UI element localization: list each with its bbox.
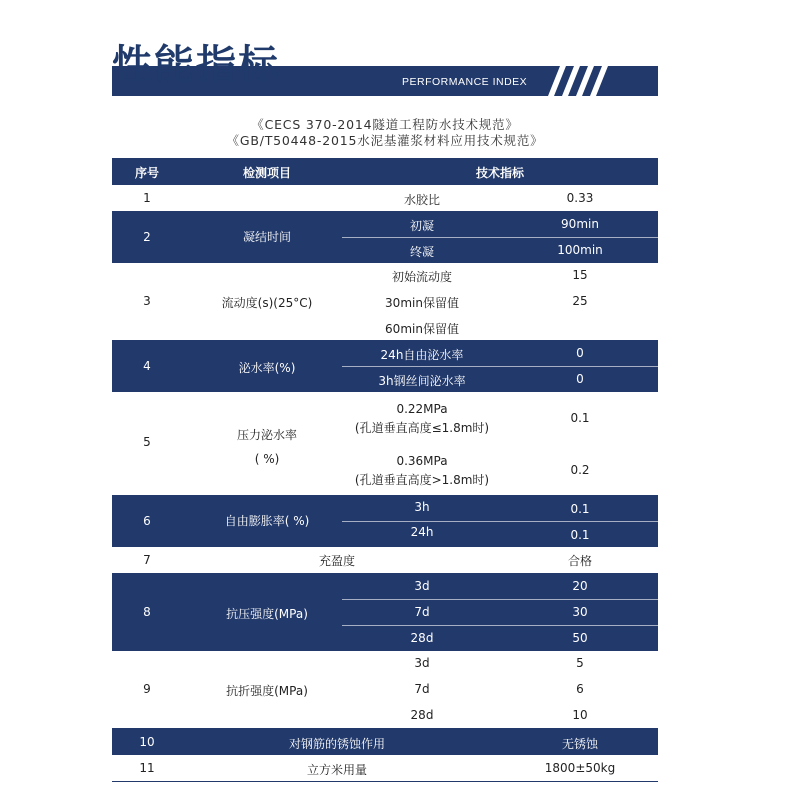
- table-row: [112, 574, 658, 651]
- table-cell: 5: [143, 435, 151, 449]
- table-row: [112, 755, 658, 782]
- table-cell: 3d: [414, 656, 430, 670]
- table-cell: 抗折强度(MPa): [226, 684, 308, 698]
- table-cell: 初凝: [409, 219, 434, 233]
- table-cell: 0.1: [570, 528, 590, 542]
- slash-decoration-icon: [540, 66, 660, 96]
- table-cell: 水胶比: [403, 193, 440, 207]
- table-cell: 立方米用量: [306, 763, 367, 777]
- table-cell: 合格: [567, 554, 592, 568]
- table-cell: 20: [572, 579, 588, 593]
- table-cell: 对钢筋的锈蚀作用: [288, 737, 385, 751]
- table-cell: 充盈度: [318, 554, 355, 568]
- standard-reference-2: 《GB/T50448-2015水泥基灌浆材料应用技术规范》: [226, 133, 544, 148]
- table-cell: 初始流动度: [391, 270, 452, 284]
- table-cell: 抗压强度(MPa): [226, 607, 308, 621]
- table-cell: 0.2: [570, 463, 590, 477]
- table-cell: 终凝: [409, 245, 434, 259]
- table-cell: 10: [139, 735, 155, 749]
- table-cell: 7d: [414, 682, 430, 696]
- table-header: [112, 158, 658, 185]
- table-cell: 28d: [410, 631, 434, 645]
- table-cell: 压力泌水率: [236, 428, 297, 442]
- table-cell: (孔道垂直高度>1.8m时): [354, 473, 490, 487]
- table-cell: 90min: [561, 217, 599, 231]
- table-row: [112, 392, 658, 496]
- table-cell: 2: [143, 230, 151, 244]
- page-subtitle: PERFORMANCE INDEX: [402, 76, 528, 88]
- table-cell: 0: [576, 346, 584, 360]
- table-cell: 4: [143, 359, 151, 373]
- table-cell: (孔道垂直高度≤1.8m时): [354, 421, 490, 435]
- table-cell: 3h钢丝间泌水率: [378, 374, 466, 388]
- table-row: [112, 212, 658, 263]
- table-cell: 7d: [414, 605, 430, 619]
- table-cell: 3: [143, 294, 151, 308]
- table-cell: 无锈蚀: [561, 737, 598, 751]
- table-cell: 7: [143, 553, 151, 567]
- col-item: 检测项目: [242, 166, 291, 180]
- table-cell: 0.22MPa: [396, 402, 448, 416]
- table-cell: 0.36MPa: [396, 454, 448, 468]
- col-no: 序号: [134, 166, 159, 180]
- table-cell: 0: [576, 372, 584, 386]
- table-cell: 50: [572, 631, 588, 645]
- table-cell: 25: [572, 294, 588, 308]
- table-cell: 6: [143, 514, 151, 528]
- table-cell: 10: [572, 708, 588, 722]
- table-cell: 1: [143, 191, 151, 205]
- table-cell: 0.1: [570, 502, 590, 516]
- table-cell: 100min: [557, 243, 603, 257]
- table-row: [112, 496, 658, 547]
- table-cell: 8: [143, 605, 151, 619]
- table-cell: 自由膨胀率( %): [224, 514, 310, 528]
- table-cell: 凝结时间: [242, 230, 291, 244]
- table-cell: 0.1: [570, 411, 590, 425]
- table-cell: 0.33: [566, 191, 594, 205]
- table-cell: 11: [139, 761, 155, 775]
- table-row: [112, 547, 658, 574]
- table-row: [112, 263, 658, 341]
- table-row: [112, 729, 658, 755]
- col-spec: 技术指标: [475, 166, 524, 180]
- table-cell: 9: [143, 682, 151, 696]
- table-cell: 泌水率(%): [238, 361, 296, 375]
- table-row: [112, 651, 658, 729]
- table-cell: 3h: [414, 500, 430, 514]
- table-cell: 流动度(s)(25°C): [221, 296, 313, 310]
- page-title: 性能指标: [112, 42, 280, 88]
- table-cell: 24h自由泌水率: [380, 348, 464, 362]
- table-cell: 15: [572, 268, 588, 282]
- table-cell: 30: [572, 605, 588, 619]
- table-cell: 5: [576, 656, 584, 670]
- table-cell: 30min保留值: [385, 296, 459, 310]
- performance-table: [112, 158, 658, 782]
- table-cell: 1800±50kg: [544, 761, 616, 775]
- table-row: [112, 341, 658, 392]
- table-cell: 3d: [414, 579, 430, 593]
- table-cell: 28d: [410, 708, 434, 722]
- standard-reference-1: 《CECS 370-2014隧道工程防水技术规范》: [251, 117, 519, 132]
- table-cell: 24h: [410, 525, 434, 539]
- table-cell: 60min保留值: [385, 322, 459, 336]
- table-row: [112, 185, 658, 212]
- table-cell: ( %): [254, 452, 280, 466]
- table-cell: 6: [576, 682, 584, 696]
